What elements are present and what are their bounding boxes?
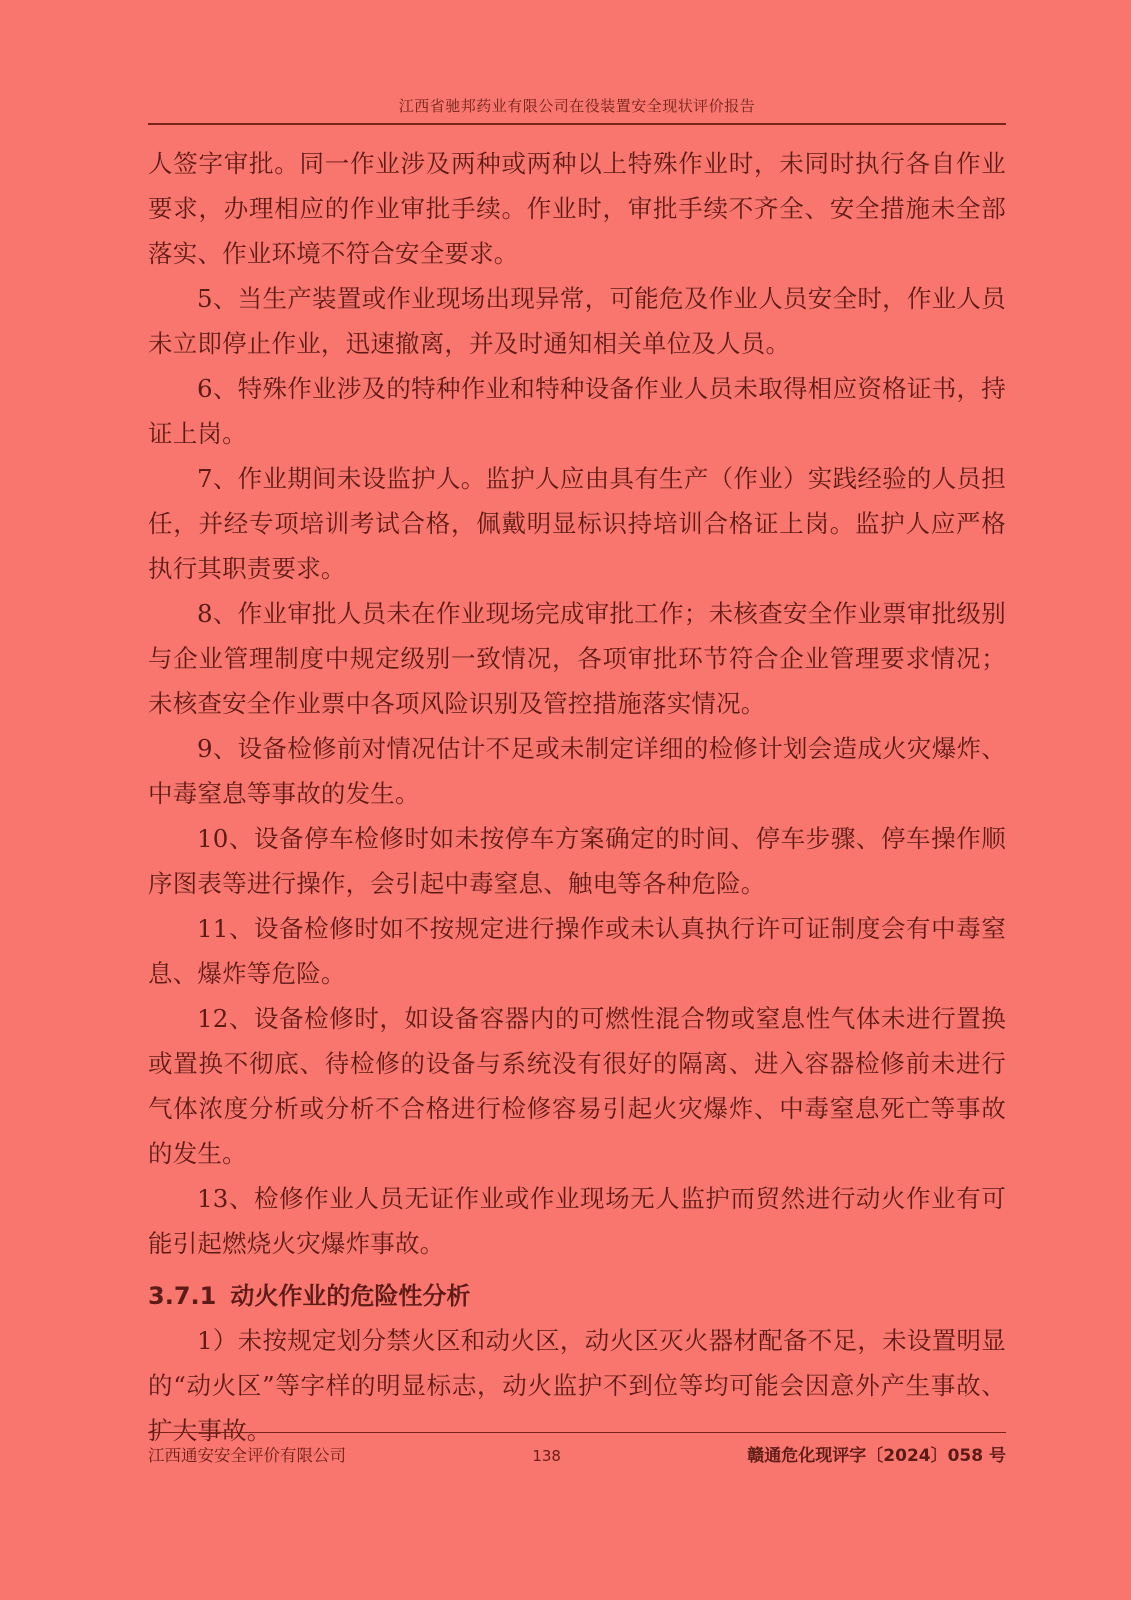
paragraph-item-10: 10、设备停车检修时如未按停车方案确定的时间、停车步骤、停车操作顺序图表等进行操作，会引起中毒窒息、触电等各种危险。 (148, 824, 1006, 898)
paragraph-item-8: 8、作业审批人员未在作业现场完成审批工作；未核查安全作业票审批级别与企业管理制度中规定级别一致情况，各项审批环节符合企业管理要求情况；未核查安全作业票中各项风险识别及管控措施落实情况。 (148, 599, 1006, 718)
paragraph-continuation: 人签字审批。同一作业涉及两种或两种以上特殊作业时，未同时执行各自作业要求，办理相应的作业审批手续。作业时，审批手续不齐全、安全措施未全部落实、作业环境不符合安全要求。 (148, 149, 1006, 268)
page-number: 138 (532, 1447, 561, 1465)
paragraph-item-11: 11、设备检修时如不按规定进行操作或未认真执行许可证制度会有中毒窒息、爆炸等危险。 (148, 914, 1006, 988)
paragraph-item-7: 7、作业期间未设监护人。监护人应由具有生产（作业）实践经验的人员担任，并经专项培训考试合格，佩戴明显标识持培训合格证上岗。监护人应严格执行其职责要求。 (148, 464, 1006, 583)
footer-row (148, 1441, 1006, 1466)
body-text (148, 141, 1006, 1453)
footer-company: 江西通安安全评价有限公司 (148, 1446, 346, 1465)
paragraph-sub-item-1: 1）未按规定划分禁火区和动火区，动火区灭火器材配备不足，未设置明显的“动火区”等字样的明显标志，动火监护不到位等均可能会因意外产生事故、扩大事故。 (148, 1326, 1006, 1445)
paragraph-item-9: 9、设备检修前对情况估计不足或未制定详细的检修计划会造成火灾爆炸、中毒窒息等事故的发生。 (148, 734, 1006, 808)
section-heading (148, 1274, 1006, 1318)
section-title: 动火作业的危险性分析 (230, 1282, 471, 1310)
paragraph-item-13: 13、检修作业人员无证作业或作业现场无人监护而贸然进行动火作业有可能引起燃烧火灾爆炸事故。 (148, 1184, 1006, 1258)
running-header: 江西省驰邦药业有限公司在役装置安全现状评价报告 (398, 97, 756, 115)
paragraph-item-5: 5、当生产装置或作业现场出现异常，可能危及作业人员安全时，作业人员未立即停止作业，迅速撤离，并及时通知相关单位及人员。 (148, 284, 1006, 358)
section-number: 3.7.1 (148, 1282, 217, 1310)
paragraph-item-6: 6、特殊作业涉及的特种作业和特种设备作业人员未取得相应资格证书，持证上岗。 (148, 374, 1006, 448)
header-divider (148, 123, 1006, 125)
paragraph-item-12: 12、设备检修时，如设备容器内的可燃性混合物或窒息性气体未进行置换或置换不彻底、待检修的设备与系统没有很好的隔离、进入容器检修前未进行气体浓度分析或分析不合格进行检修容易引起火灾爆炸、中毒窒息死亡等事故的发生。 (148, 1004, 1006, 1168)
page-content (148, 95, 1006, 1453)
footer-doc-code: 赣通危化现评字〔2024〕058 号 (747, 1446, 1006, 1466)
footer-divider (148, 1432, 1006, 1433)
page-footer (148, 1432, 1006, 1466)
